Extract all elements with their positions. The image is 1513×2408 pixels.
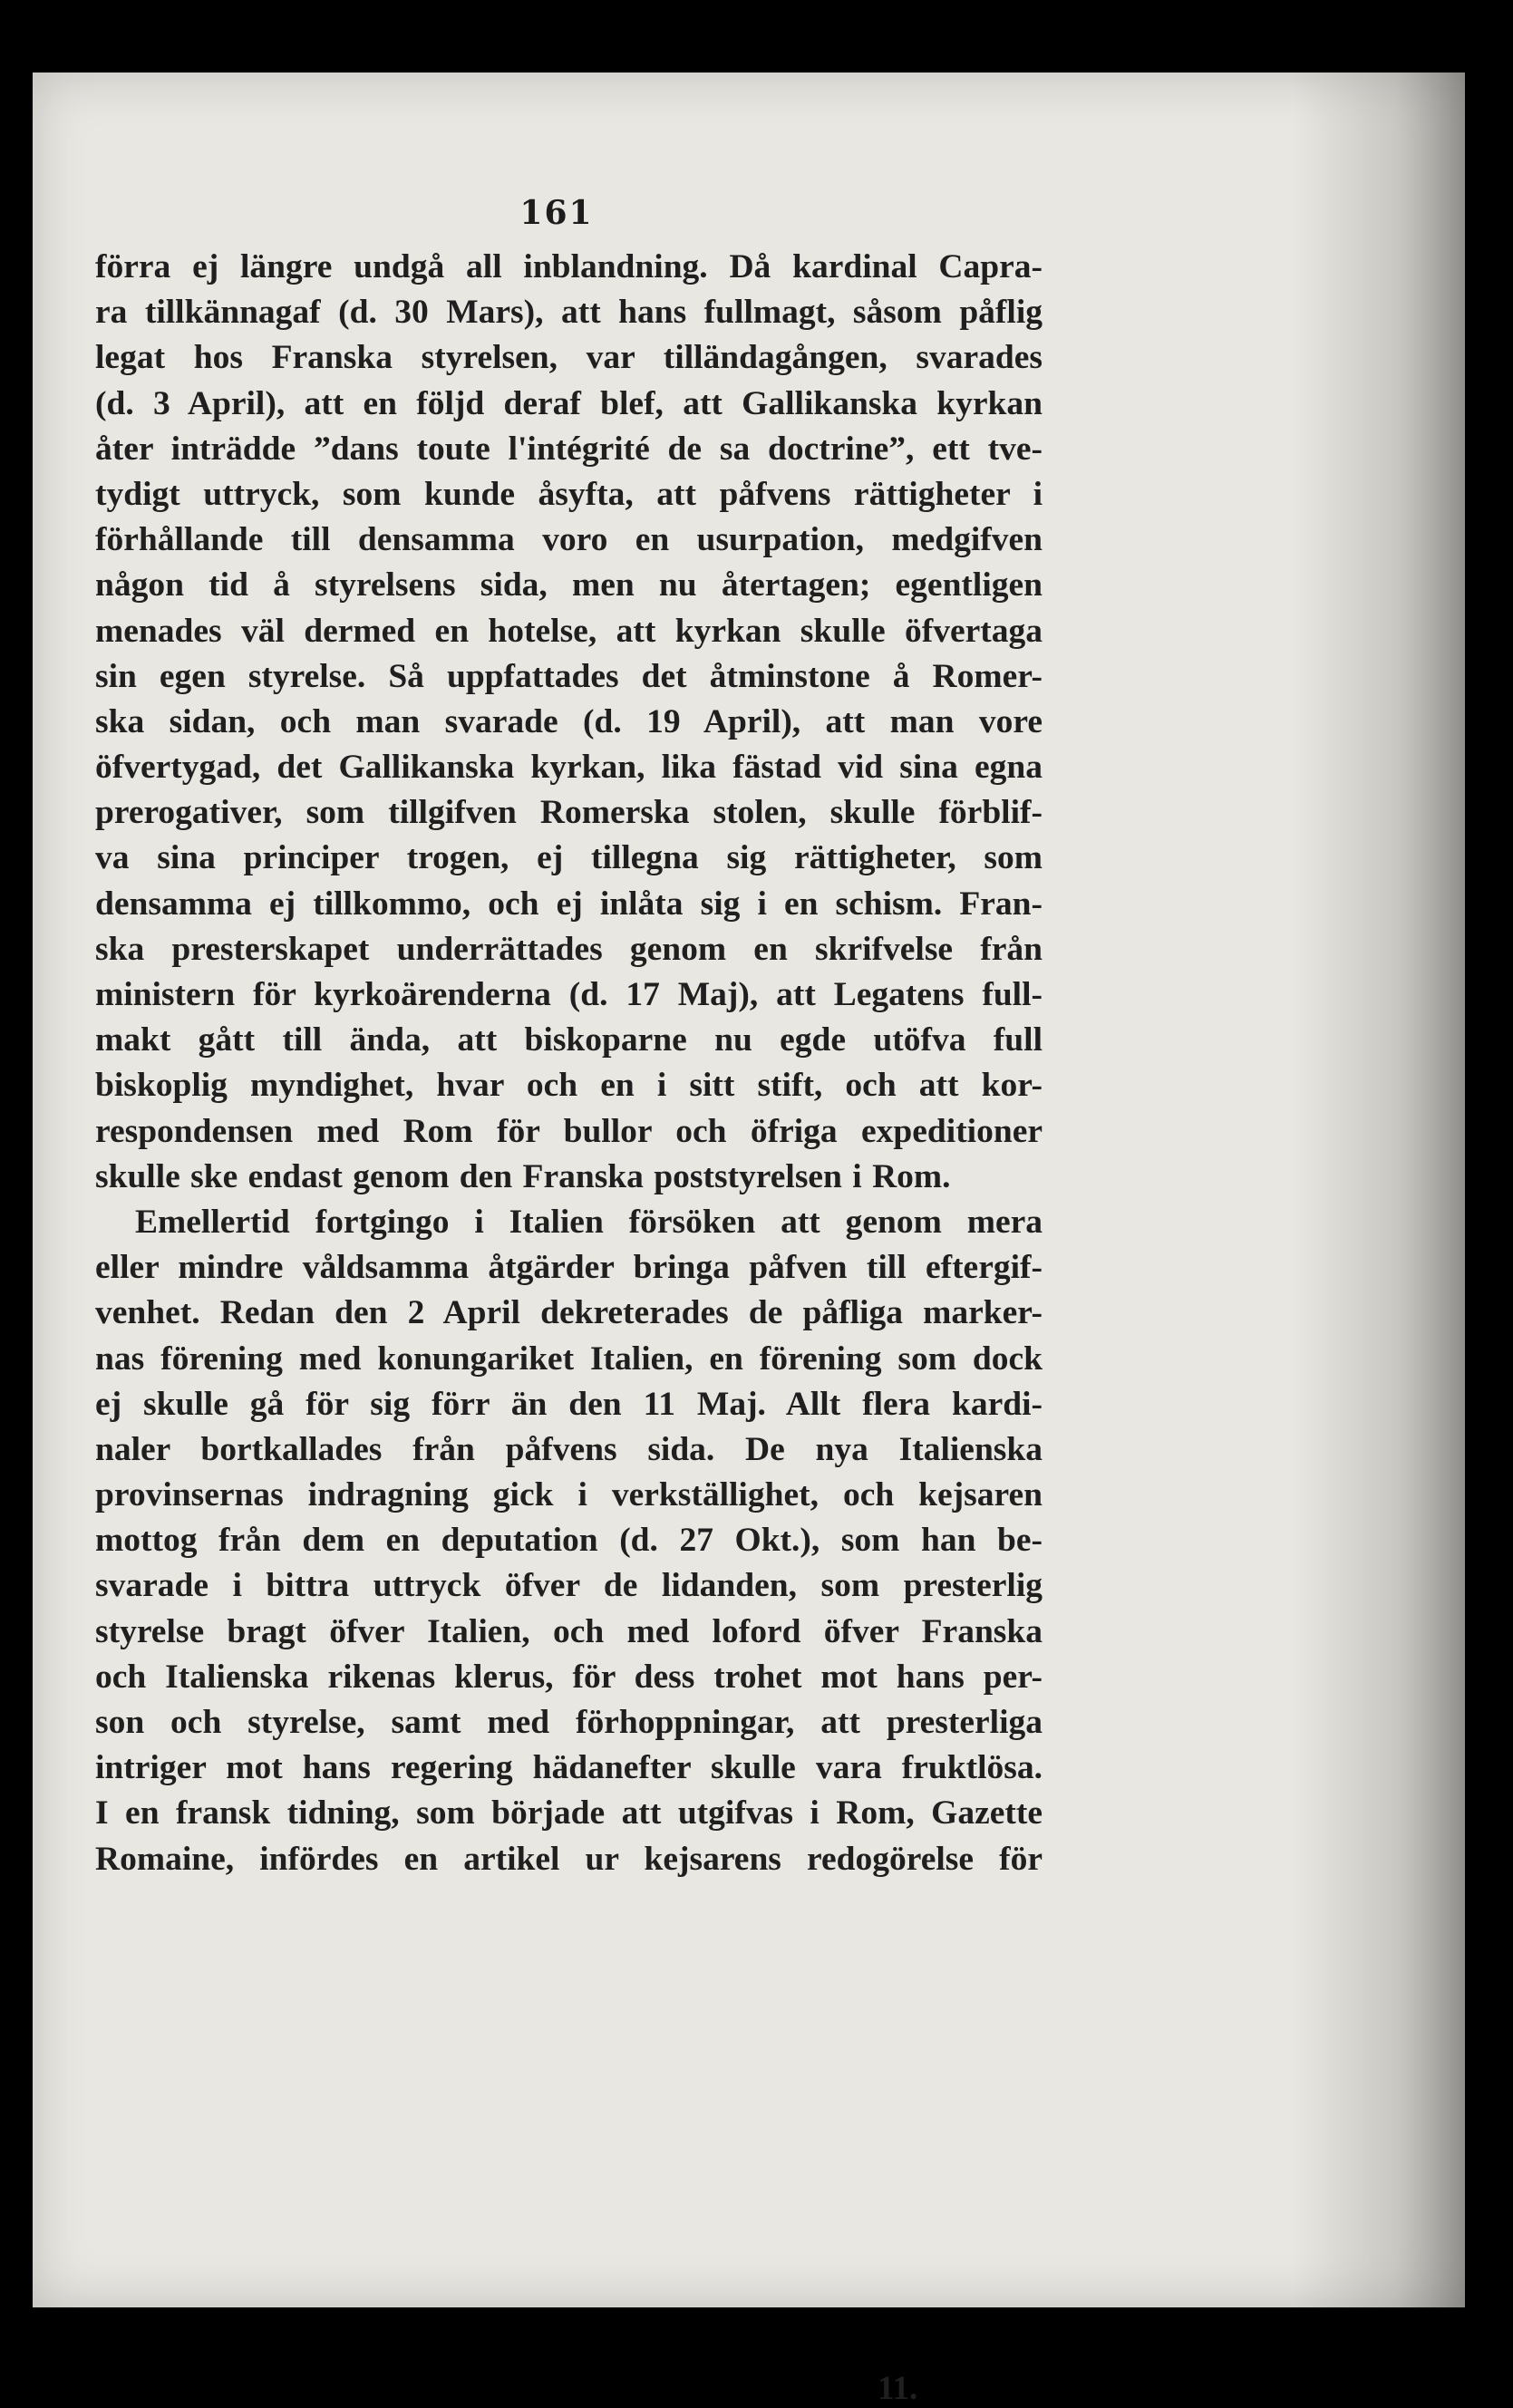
- text-line: Emellertid fortgingo i Italien försöken att genom mera: [135, 1203, 1043, 1241]
- signature-mark: 11.: [878, 2370, 918, 2407]
- text-line: nas förening med konungariket Italien, en förening som dock: [95, 1339, 1043, 1378]
- page-gutter-shadow: [1293, 73, 1465, 2307]
- text-line: va sina principer trogen, ej tillegna sig rättigheter, som: [95, 839, 1043, 877]
- text-line: förra ej längre undgå all inblandning. Då kardinal Capra-: [95, 248, 1043, 285]
- text-line: intriger mot hans regering hädanefter skulle vara fruktlösa.: [95, 1749, 1043, 1787]
- text-line: ra tillkännagaf (d. 30 Mars), att hans fullmagt, såsom påflig: [95, 294, 1043, 332]
- text-line: skulle ske endast genom den Franska poststyrelsen i Rom.: [95, 1157, 951, 1195]
- text-line: menades väl dermed en hotelse, att kyrkan skulle öfvertaga: [95, 612, 1043, 650]
- text-line: ska sidan, och man svarade (d. 19 April), att man vore: [95, 702, 1043, 740]
- text-line: åter inträdde ”dans toute l'intégrité de sa doctrine”, ett tve-: [95, 430, 1043, 468]
- text-line: ej skulle gå för sig förr än den 11 Maj. Allt flera kardi-: [95, 1385, 1043, 1423]
- text-line: Romaine, infördes en artikel ur kejsarens redogörelse för: [95, 1840, 1043, 1878]
- text-line: mottog från dem en deputation (d. 27 Okt.), som han be-: [95, 1522, 1043, 1560]
- text-line: någon tid å styrelsens sida, men nu återtagen; egentligen: [95, 566, 1043, 604]
- text-line: ministern för kyrkoärenderna (d. 17 Maj), att Legatens full-: [95, 976, 1043, 1013]
- text-line: tydigt uttryck, som kunde åsyfta, att påfvens rättigheter i: [95, 475, 1043, 513]
- text-line: eller mindre våldsamma åtgärder bringa påfven till eftergif-: [95, 1249, 1043, 1287]
- body-text: [95, 245, 1043, 1882]
- text-line: (d. 3 April), att en följd deraf blef, att Gallikanska kyrkan: [95, 384, 1043, 422]
- text-line: biskoplig myndighet, hvar och en i sitt stift, och att kor-: [95, 1067, 1043, 1105]
- text-line: svarade i bittra uttryck öfver de lidanden, som presterlig: [95, 1567, 1043, 1605]
- text-line: densamma ej tillkommo, och ej inlåta sig i en schism. Fran-: [95, 885, 1043, 923]
- text-line: prerogativer, som tillgifven Romerska stolen, skulle förblif-: [95, 794, 1043, 832]
- text-line: styrelse bragt öfver Italien, och med loford öfver Franska: [95, 1612, 1043, 1650]
- text-line: förhållande till densamma voro en usurpation, medgifven: [95, 521, 1043, 559]
- text-line: legat hos Franska styrelsen, var tilländagången, svarades: [95, 339, 1043, 377]
- text-line: och Italienska rikenas klerus, för dess trohet mot hans per-: [95, 1658, 1043, 1696]
- text-line: sin egen styrelse. Så uppfattades det åtminstone å Romer-: [95, 657, 1043, 695]
- text-line: I en fransk tidning, som började att utgifvas i Rom, Gazette: [95, 1794, 1043, 1833]
- text-line: respondensen med Rom för bullor och öfriga expeditioner: [95, 1112, 1043, 1150]
- text-line: son och styrelse, samt med förhoppningar, att presterliga: [95, 1704, 1043, 1741]
- text-line: makt gått till ända, att biskoparne nu egde utöfva full: [95, 1021, 1043, 1059]
- text-line: öfvertygad, det Gallikanska kyrkan, lika fästad vid sina egna: [95, 749, 1043, 787]
- text-line: provinsernas indragning gick i verkställighet, och kejsaren: [95, 1476, 1043, 1514]
- text-line: naler bortkallades från påfvens sida. De nya Italienska: [95, 1430, 1043, 1468]
- text-line: venhet. Redan den 2 April dekreterades de påfliga marker-: [95, 1294, 1043, 1332]
- page-number: 161: [519, 194, 594, 232]
- text-line: ska presterskapet underrättades genom en skrifvelse från: [95, 930, 1043, 968]
